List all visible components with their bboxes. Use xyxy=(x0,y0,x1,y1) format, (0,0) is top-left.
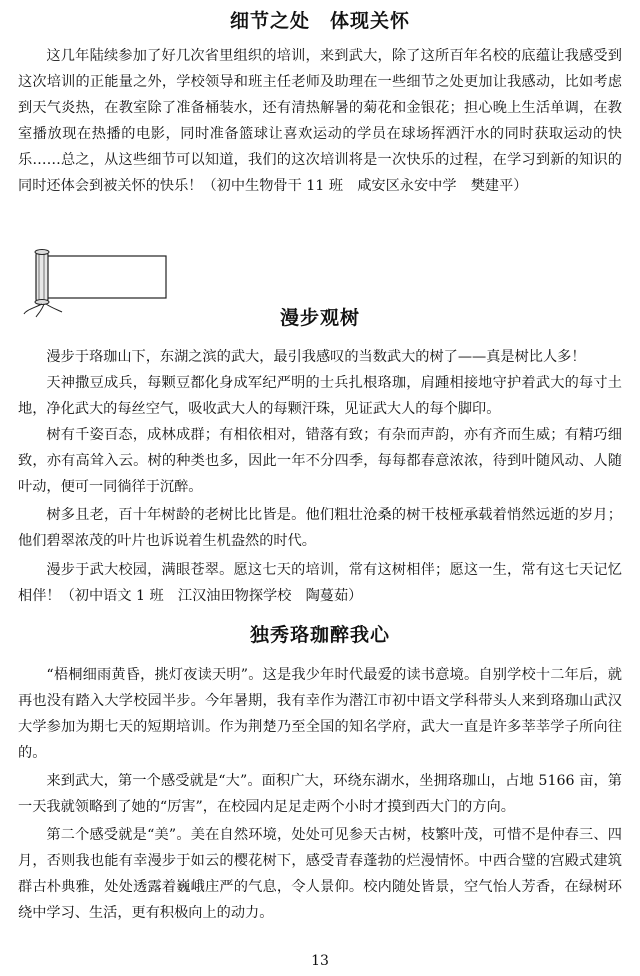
section-2-paragraph-3: 树有千姿百态，成林成群；有相依相对，错落有致；有杂而声韵，亦有齐而生威；有精巧细致，亦有高耸入云。树的种类也多，因此一年不分四季，每每都春意浓浓，待到叶随风动、人随叶动，便可一同徜徉于沉醉。 xyxy=(18,427,622,495)
section-2-paragraph-5: 漫步于武大校园，满眼苍翠。愿这七天的培训，常有这树相伴；愿这一生，常有这七天记忆相伴！（初中语文 1 班 江汉油田物探学校 陶蔓茹） xyxy=(18,562,622,604)
badge-label xyxy=(50,264,162,290)
section-title-1: 细节之处 体现关怀 xyxy=(229,10,410,32)
section-3-paragraph-3: 第二个感受就是“美”。美在自然环境，处处可见参天古树，枝繁叶茂，可惜不是仲春三、四月，否则我也能有幸漫步于如云的樱花树下，感受青春蓬勃的烂漫情怀。中西合璧的宫殿式建筑群古朴典雅，处处透露着巍峨庄严的气息，令人景仰。校内随处皆景，空气怡人芳香，在绿树环绕中学习、生活，更有积极向上的动力。 xyxy=(18,827,622,921)
section-3-paragraph-2: 来到武大，第一个感受就是“大”。面积广大，环绕东湖水，坐拥珞珈山，占地 5166 亩，第一天我就领略到了她的“厉害”，在校园内足足走两个小时才摸到西大门的方向。 xyxy=(18,773,622,815)
section-2-paragraph-1: 漫步于珞珈山下，东湖之滨的武大，最引我感叹的当数武大的树了——真是树比人多！ xyxy=(46,349,586,365)
section-title-2: 漫步观树 xyxy=(279,307,360,329)
section-title-3: 独秀珞珈醉我心 xyxy=(249,624,390,646)
section-2-paragraph-4: 树多且老，百十年树龄的老树比比皆是。他们粗壮沧桑的树干枝桠承载着悄然远逝的岁月；他们碧翠浓茂的叶片也诉说着生机盎然的时代。 xyxy=(18,507,622,549)
section-3-paragraph-1: “梧桐细雨黄昏，挑灯夜读天明”。这是我少年时代最爱的读书意境。自别学校十二年后，就再也没有踏入大学校园半步。今年暑期，我有幸作为潜江市初中语文学科带头人来到珞珈山武汉大学参加为期七天的短期培训。作为荆楚乃至全国的知名学府，武大一直是许多莘莘学子所向往的。 xyxy=(18,667,622,761)
section-1-paragraph-1: 这几年陆续参加了好几次省里组织的培训，来到武大，除了这所百年名校的底蕴让我感受到这次培训的正能量之外，学校领导和班主任老师及助理在一些细节之处更加让我感动，比如考虑到天气炎热，在教室除了准备桶装水，还有清热解暑的菊花和金银花；担心晚上生活单调，在教室播放现在热播的电影，同时准备篮球让喜欢运动的学员在球场挥洒汗水的同时获取运动的快乐……总之，从这些细节可以知道，我们的这次培训将是一次快乐的过程，在学习到新的知识的同时还体会到被关怀的快乐！（初中生物骨干 11 班 咸安区永安中学 樊建平） xyxy=(18,48,622,194)
section-2-paragraph-2: 天神撒豆成兵，每颗豆都化身成军纪严明的士兵扎根珞珈，肩踵相接地守护着武大的每寸土地，净化武大的每丝空气，吸收武大人的每颗汗珠，见证武大人的每个脚印。 xyxy=(18,375,622,417)
page-number: 13 xyxy=(311,953,329,969)
